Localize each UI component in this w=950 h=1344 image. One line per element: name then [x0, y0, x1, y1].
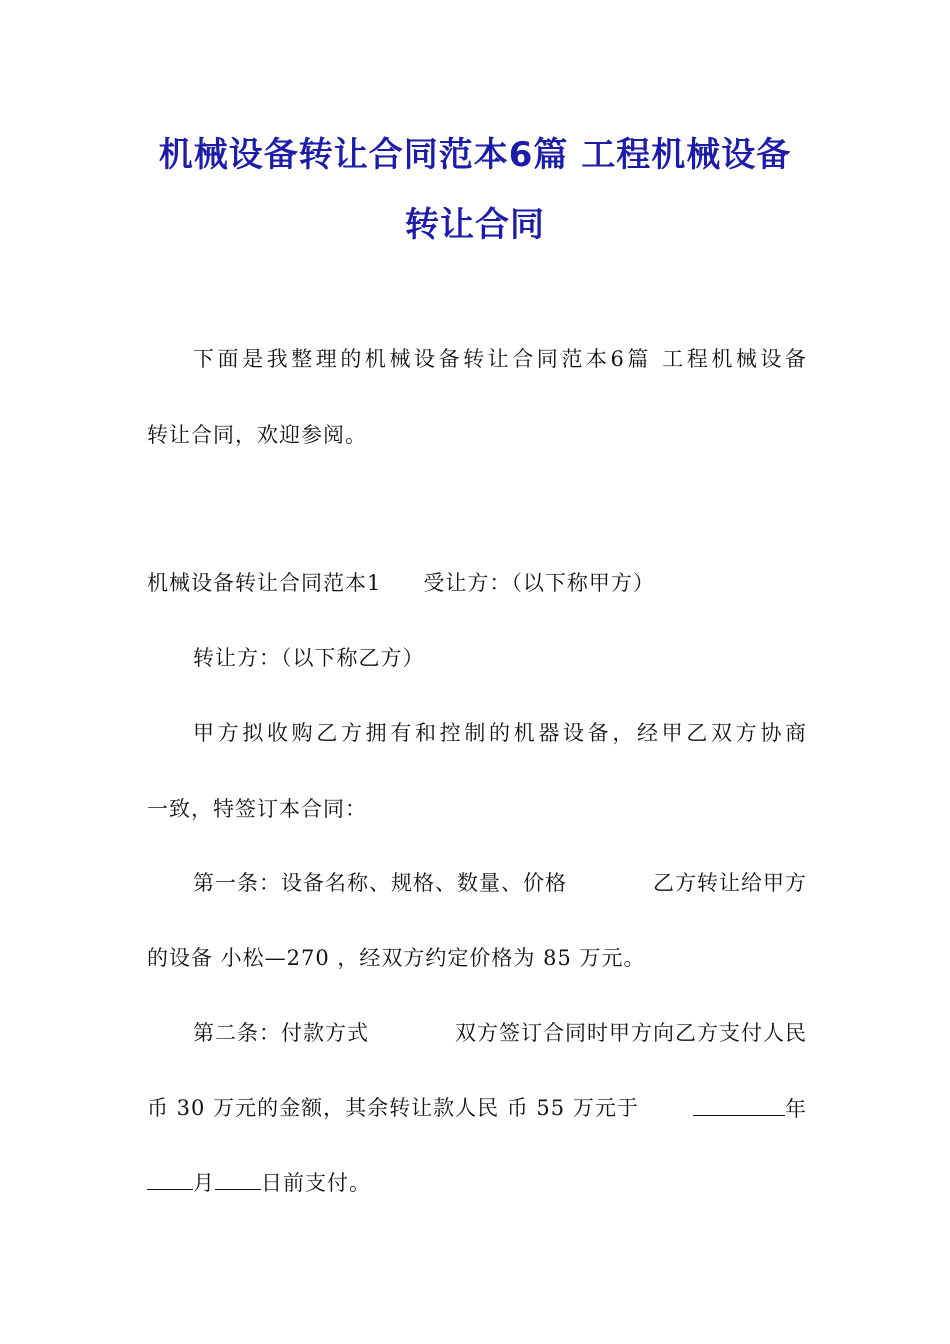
intro-line-1: 下面是我整理的机械设备转让合同范本6篇 工程机械设备: [193, 347, 807, 371]
month-label: 月: [193, 1171, 215, 1195]
article-1-line-1: [193, 868, 807, 898]
article-1-label: 第一条：设备名称、规格、数量、价格: [193, 871, 567, 895]
article-1-line-2: 的设备 小松—270 ，经双方约定价格为 85 万元。: [147, 946, 646, 970]
article-2-label: 第二条：付款方式: [193, 1021, 369, 1045]
paragraph-1-line-1: 甲方拟收购乙方拥有和控制的机器设备，经甲乙双方协商: [193, 721, 807, 745]
article-2-text: 双方签订合同时甲方向乙方支付人民: [455, 1021, 807, 1045]
month-blank: [147, 1167, 193, 1190]
year-label: 年: [785, 1097, 807, 1121]
section-1-heading: 机械设备转让合同范本1: [147, 571, 382, 595]
intro-line-2: 转让合同，欢迎参阅。: [147, 423, 367, 447]
article-2-line-2-text: 币 30 万元的金额，其余转让款人民 币 55 万元于: [147, 1096, 639, 1120]
paragraph-1-line-2: 一致，特签订本合同：: [147, 797, 367, 821]
transferee-label: 受让方：（以下称甲方）: [423, 571, 655, 595]
article-1-text: 乙方转让给甲方: [653, 871, 807, 895]
article-2-line-3: [147, 1167, 807, 1198]
section-1-heading-row: [147, 568, 807, 598]
transferor-label: 转让方：（以下称乙方）: [193, 646, 425, 670]
day-text: 日前支付。: [261, 1171, 371, 1195]
document-title-line-1: 机械设备转让合同范本6篇 工程机械设备: [158, 135, 792, 175]
year-blank: [693, 1093, 785, 1116]
document-title-line-2: 转让合同: [405, 205, 545, 245]
day-blank: [215, 1167, 261, 1190]
article-2-line-2: [147, 1093, 807, 1124]
article-2-line-1: [193, 1018, 807, 1048]
